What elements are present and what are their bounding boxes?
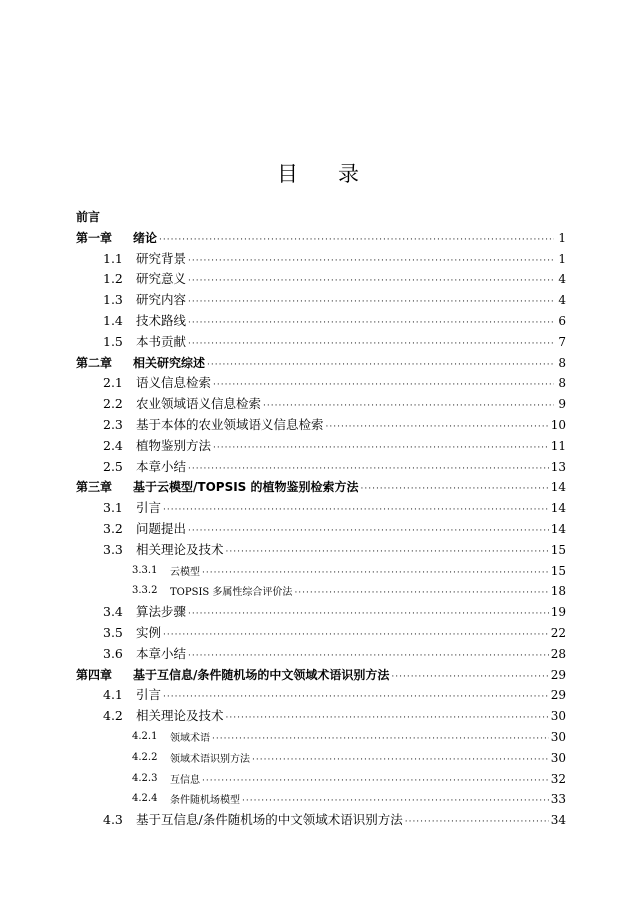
title-char-2: 录 [338,162,361,186]
toc-entry-label: 相关理论及技术 [136,708,224,724]
toc-section-entry[interactable] [76,415,566,436]
toc-entry-label: 相关研究综述 [133,355,206,370]
toc-dot-leader [252,750,549,771]
toc-page-number: 15 [550,563,566,578]
toc-dot-leader [159,230,554,251]
toc-entry-number: 2.1 [103,375,123,391]
toc-entry-number: 前言 [76,210,101,224]
toc-entry-number: 第三章 [76,480,113,495]
toc-subsection-entry[interactable] [76,727,566,748]
toc-entry-label: 基于本体的农业领域语义信息检索 [136,416,324,432]
toc-page-number: 14 [550,501,566,516]
toc-subsection-entry[interactable] [76,748,566,769]
toc-dot-leader [202,563,549,584]
toc-page-number: 15 [550,542,566,557]
toc-entry-number: 2.2 [103,396,123,412]
toc-entry-label: 基于云模型/TOPSIS 的植物鉴别检索方法 [133,480,359,495]
toc-page-number: 32 [550,771,566,786]
toc-dot-leader [188,646,549,667]
toc-entry-label: 本章小结 [136,458,187,474]
toc-entry-number: 4.2.4 [132,793,158,805]
toc-page-number: 9 [558,397,566,412]
toc-page-number: 19 [550,605,566,620]
toc-dot-leader [163,625,549,646]
toc-page-number: 1 [558,251,566,266]
toc-dot-leader [213,375,554,396]
toc-entry-label: 本章小结 [136,645,187,661]
toc-entry-number: 3.1 [103,500,123,516]
toc-page-number: 29 [550,688,566,703]
toc-dot-leader [294,583,548,604]
toc-page-number: 30 [550,750,566,765]
toc-chapter-entry[interactable] [76,665,566,686]
toc-page-number: 14 [550,480,566,495]
toc-section-entry[interactable] [76,373,566,394]
toc-chapter-entry[interactable] [76,228,566,249]
toc-dot-leader [188,604,549,625]
toc-section-entry[interactable] [76,623,566,644]
toc-page-number: 18 [550,584,566,599]
toc-dot-leader [391,667,548,688]
toc-entry-label: TOPSIS 多属性综合评价法 [170,587,293,599]
toc-page-number: 10 [550,417,566,432]
toc-dot-leader [226,542,549,563]
toc-subsection-entry[interactable] [76,789,566,810]
toc-entry-label: 领域术语 [170,732,210,744]
toc-dot-leader [242,791,549,812]
toc-page-number: 14 [550,521,566,536]
toc-entry-number: 2.4 [103,437,123,453]
toc-entry-label: 植物鉴别方法 [136,437,212,453]
toc-entry-number: 3.5 [103,624,123,640]
toc-entry-number: 2.3 [103,416,123,432]
toc-section-entry[interactable] [76,644,566,665]
toc-entry-number: 1.3 [103,292,123,308]
toc-dot-leader [361,479,549,500]
toc-entry-label: 研究意义 [136,271,187,287]
toc-section-entry[interactable] [76,332,566,353]
toc-dot-leader [188,271,554,292]
toc-dot-leader [188,251,554,272]
toc-dot-leader [212,729,549,750]
toc-page-number: 22 [550,625,566,640]
toc-entry-label: 算法步骤 [136,604,187,620]
toc-entry-label: 互信息 [170,774,200,786]
toc-entry-label: 云模型 [170,566,200,578]
toc-entry-number: 第一章 [76,230,113,245]
toc-dot-leader [188,521,549,542]
toc-page-number: 33 [550,792,566,807]
toc-page-number: 6 [558,313,566,328]
toc-entry-label: 绪论 [133,230,158,245]
toc-section-entry[interactable] [76,519,566,540]
toc-dot-leader [188,459,549,480]
toc-entry-number: 2.5 [103,458,123,474]
toc-entry-number: 4.3 [103,812,123,828]
toc-page-number: 4 [558,293,566,308]
toc-page-number: 7 [558,334,566,349]
toc-entry-number: 1.1 [103,250,123,266]
toc-entry-label: 农业领域语义信息检索 [136,396,262,412]
toc-section-entry[interactable] [76,602,566,623]
toc-page-number: 34 [550,813,566,828]
toc-entry-label: 语义信息检索 [136,375,212,391]
toc-entry-label: 引言 [136,500,162,516]
toc-entry-number: 3.4 [103,604,123,620]
toc-dot-leader [263,396,554,417]
toc-entry-label: 研究内容 [136,292,187,308]
toc-section-entry[interactable] [76,311,566,332]
toc-dot-leader [226,708,549,729]
toc-entry-label: 引言 [136,687,162,703]
toc-subsection-entry[interactable] [76,561,566,582]
toc-dot-leader [326,417,549,438]
toc-entry-label: 研究背景 [136,250,187,266]
page-title [0,158,638,188]
toc-dot-leader [188,313,554,334]
toc-dot-leader [163,687,549,708]
toc-page-number: 1 [558,230,566,245]
toc-entry-label: 本书贡献 [136,333,187,349]
toc-page-number: 13 [550,459,566,474]
toc-dot-leader [207,355,554,376]
toc-dot-leader [188,334,554,355]
toc-entry-label: 实例 [136,624,162,640]
toc-dot-leader [213,438,549,459]
toc-dot-leader [188,292,554,313]
title-char-1: 目 [277,162,300,186]
toc-page-number: 8 [558,376,566,391]
toc-entry-label: 基于互信息/条件随机场的中文领域术语识别方法 [136,812,403,828]
toc-section-entry[interactable] [76,498,566,519]
toc-entry-label: 技术路线 [136,312,187,328]
toc-entry-label: 条件随机场模型 [170,795,240,807]
toc-section-entry[interactable] [76,706,566,727]
toc-page-number: 11 [550,438,566,453]
toc-entry-number: 4.2 [103,708,123,724]
toc-section-entry[interactable] [76,436,566,457]
toc-subsection-entry[interactable] [76,769,566,790]
toc-page-number: 28 [550,646,566,661]
toc-chapter-entry[interactable] [76,477,566,498]
toc-dot-leader [202,771,549,792]
toc-section-entry[interactable] [76,685,566,706]
toc-section-entry[interactable] [76,810,566,831]
toc-chapter-entry[interactable] [76,353,566,374]
toc-entry-number: 4.2.3 [132,772,158,784]
toc-entry-number: 1.2 [103,271,123,287]
toc-entry-number: 4.2.2 [132,751,158,763]
toc-page-number: 29 [550,667,566,682]
toc-entry-number: 1.4 [103,312,123,328]
toc-entry-number: 第二章 [76,355,113,370]
toc-entry-number: 3.3.2 [132,585,158,597]
toc-entry-number: 4.1 [103,687,123,703]
toc-entry-label: 问题提出 [136,520,187,536]
toc-page-number: 30 [550,709,566,724]
toc-entry-number: 1.5 [103,333,123,349]
toc-section-entry[interactable] [76,540,566,561]
toc-section-entry[interactable] [76,269,566,290]
toc-page-number: 30 [550,729,566,744]
toc-chapter-entry[interactable] [76,207,566,228]
toc-entry-label: 基于互信息/条件随机场的中文领域术语识别方法 [133,667,390,682]
toc-entry-number: 3.6 [103,645,123,661]
toc-page-number: 4 [558,272,566,287]
toc-entry-label: 相关理论及技术 [136,541,224,557]
toc-entry-number: 4.2.1 [132,730,158,742]
toc-entry-number: 第四章 [76,667,113,682]
toc-section-entry[interactable] [76,290,566,311]
toc-section-entry[interactable] [76,457,566,478]
toc-dot-leader [163,500,549,521]
toc-subsection-entry[interactable] [76,581,566,602]
toc-section-entry[interactable] [76,249,566,270]
toc-page-number: 8 [558,355,566,370]
toc-dot-leader [405,812,549,833]
toc-section-entry[interactable] [76,394,566,415]
toc-entry-number: 3.2 [103,520,123,536]
toc-entry-number: 3.3 [103,541,123,557]
toc-entry-number: 3.3.1 [132,564,158,576]
toc-entry-label: 领域术语识别方法 [170,753,250,765]
table-of-contents [76,207,566,831]
